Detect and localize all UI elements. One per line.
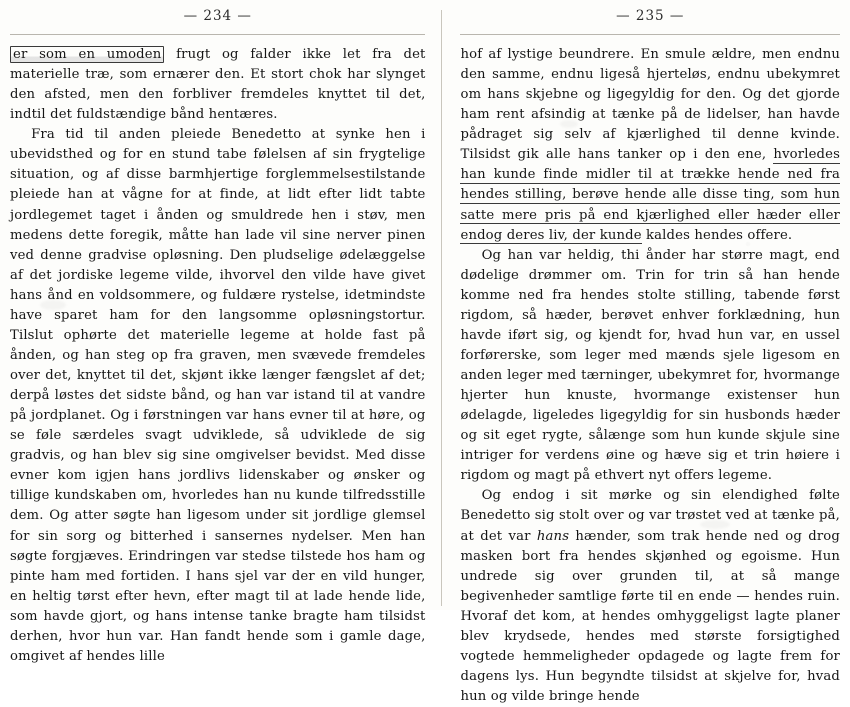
left-page-rule (10, 34, 425, 35)
right-page (442, 6, 840, 704)
emphasized-word: hans (536, 528, 570, 544)
underlined-phrase: hvorledes han kunde finde midler til at trække hende ned fra hendes stilling, berøve hende alle disse ting, som hun satte mere pris på end kjærlighed eller hæder eller endog deres liv, der kunde (460, 147, 840, 243)
left-page-body (10, 45, 425, 667)
paragraph-text: hænder, som trak hende ned og drog masken bort fra hendes skjønhed og egoisme. Hun undrede sig over grunden til, at så mange begivenheder samtlige førte til en ende — hendes ruin. Hvoraf det kom, at hendes omhyggeligst lagte planer blev krydsede, hendes med største forsigtighed vogtede hemmeligheder opdagede og lagte frem for dagens lys. Hun begyndte tilsidst at skjelve for, hvad hun og vilde bringe hende (460, 528, 840, 704)
paragraph: Fra tid til anden pleiede Benedetto at synke hen i ubevidsthed og for en stund tabe følelsen af sin frygtelige situation, og af disse barmhjertige forglemmelsestilstande pleiede han at vågne for at finde, at lidt efter lidt tabte jordlegemet taget i ånden og smuldrede hen i støv, men medens dette foregik, måtte han lade vil sine nerver pinen ved denne gradvise opløsning. Den pludselige ødelæggelse af det jordiske legeme vilde, ihvorvel den vilde have givet hans ånd en voldsommere, og fuldære rystelse, idetmindste have sparet ham for den langsomme opløsningstortur. Tilslut ophørte det materielle legeme at holde fast på ånden, og han steg op fra graven, men svævede fremdeles over det, knyttet til det, skjønt ikke længer fængslet af det; derpå løstes det sidste bånd, og han var istand til at vandre på jordplanet. Og i førstningen var hans evner til at høre, og se føle særdeles svagt udviklede, så udviklede de sig gradvis, og han blev sig sine omgivelser bevidst. Med disse evner kom igjen hans jordlivs lidenskaber og ønsker og tillige kundskaben om, hvorledes han nu kunde tilfredsstille dem. Og atter søgte han ligesom under sit jordlige glemsel for sin sorg og bitterhed i sansernes nydelser. Men han søgte forgjæves. Erindringen var stedse tilstede hos ham og pinte ham med fortiden. I hans sjel var der en vild hunger, en heltig tørst efter hevn, efter magt til at lade hende lide, som havde gjort, og hans intense tanke bragte ham tilsidst derhen, hvor hun var. Han fandt hende som i gamle dage, omgivet af hendes lille (10, 127, 426, 664)
paragraph-text: Og endog i sit mørke og sin elendighed følte Benedetto sig stolt over og var trøstet ved at tænke på, at det var (460, 488, 840, 544)
paragraph: Og han var heldig, thi ånder har større magt, end dødelige drømmer om. Trin for trin så han hende komme ned fra hendes stolte stilling, tabende først rigdom, så hæder, berøvet enhver forklædning, hun havde iført sig, og kjendt for, hvad hun var, en ussel forførerske, som leger med mænds sjele ligesom en anden leger med tærninger, ubekymret for, hvormange hjerter hun knuste, hvormange existenser hun ødelagde, ligeledes ligegyldig for sin husbonds hæder og sit eget rygte, sålænge som hun kunde skjule sine intriger for verdens øine og hæve sig et trin høiere i rigdom og magt på ethvert nyt offers legeme. (460, 247, 840, 484)
left-page-folio: — 234 — (183, 8, 252, 24)
left-page (10, 6, 441, 664)
paragraph-text: kaldes hendes offere. (646, 227, 793, 243)
right-page-rule (460, 34, 840, 35)
paragraph (10, 45, 425, 125)
paragraph-text: frugt og falder ikke let fra det materielle træ, som ernærer den. Et stort chok har slynget den afsted, men den forbliver fremdeles knyttet til det, indtil det fuldstændige bånd hentæres. (10, 47, 426, 123)
right-page-folio: — 235 — (616, 8, 685, 24)
paragraph (460, 45, 840, 246)
highlighted-phrase: er som en umoden (10, 46, 164, 63)
paragraph (460, 486, 840, 707)
paragraph-text: hof af lystige beundrere. En smule ældre, men endnu den samme, endnu ligeså hjerteløs, endnu ubekymret om hans skjebne og ligegyldig for den. Og det gjorde ham rent afsindig at tænke på de lidelser, han havde pådraget sig selv af kjærlighed til denne kvinde. Tilsidst gik alle hans tanker op i den ene, (460, 47, 840, 163)
right-page-body (460, 45, 840, 707)
